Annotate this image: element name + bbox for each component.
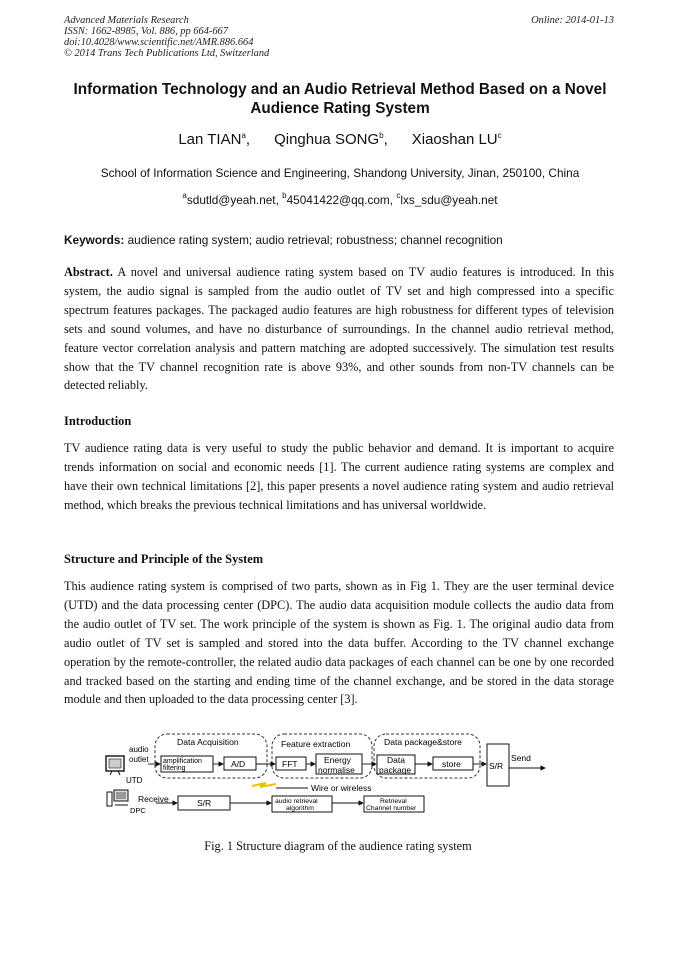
- journal-header: [64, 15, 269, 59]
- introduction-text: TV audience rating data is very useful to study the public behavior and demand. It is important to acquire trends information on social and economic needs [1]. The current audience rating systems are complex and have their own technical limitations [2], this paper presents a novel audience rating system and audio retrieval method, which breaks the previous technical limitations and has universal worldwide.: [64, 441, 614, 512]
- section-heading-structure: Structure and Principle of the System: [64, 552, 264, 566]
- computer-icon: [107, 790, 128, 806]
- paper-title: Information Technology and an Audio Retrieval Method Based on a Novel Audience Rating System: [73, 81, 607, 117]
- block-energy-text-1: Energy: [324, 755, 351, 765]
- label-dpc: DPC: [130, 806, 146, 815]
- label-receive: Receive: [138, 794, 169, 804]
- journal-copyright: © 2014 Trans Tech Publications Ltd, Switzerland: [64, 48, 270, 59]
- online-date: Online: 2014-01-13: [531, 15, 614, 26]
- block-amplification-text-1: amplification: [163, 758, 202, 765]
- group-label-acquisition: Data Acquisition: [177, 737, 239, 747]
- label-wire-wireless: Wire or wireless: [311, 783, 372, 793]
- email-address: sdutld@yeah.net: [186, 193, 276, 207]
- journal-issn: ISSN: 1662-8985, Vol. 886, pp 664-667: [64, 26, 228, 37]
- block-store-text: store: [442, 759, 461, 769]
- label-send: Send: [511, 753, 531, 763]
- tv-icon: [106, 756, 124, 775]
- abstract: [64, 263, 614, 395]
- author-list: Lan TIAN$^a$, Qinghua SONG$^b$, Xiaoshan $LU^c$: [178, 131, 502, 148]
- keywords-text: audience rating system; audio retrieval; robustness; channel recognition: [127, 233, 503, 247]
- section-heading-introduction: Introduction: [64, 414, 132, 428]
- label-utd: UTD: [126, 776, 143, 785]
- journal-doi: doi:10.4028/www.scientific.net/AMR.886.664: [64, 37, 254, 48]
- block-sr-right-text: S/R: [489, 761, 504, 771]
- author-name: Lan TIAN: [178, 131, 242, 148]
- abstract-text: A novel and universal audience rating system based on TV audio features is introduced. In this system, the audio signal is sampled from the audio outlet of TV set and high compressed into a specific spectrum features packages. The packaged audio features are high robustness for different types of television sets and sound volumes, and have no disturbance of surroundings. In the channel audio retrieval method, feature vector correlation analysis and pattern matching are adopted successively. The simulation test results show that the TV channel recognition rate is above 93%, and other sounds from non-TV channels can be detected reliably.: [64, 265, 614, 393]
- email-sup: a: [182, 191, 187, 200]
- label-audio: audio: [129, 745, 149, 754]
- author-sup: b: [379, 131, 384, 140]
- block-data-package-text-1: Data: [387, 755, 405, 765]
- figure-caption: Fig. 1 Structure diagram of the audience rating system: [204, 839, 472, 853]
- block-data-package-text-2: package: [379, 765, 412, 775]
- wireless-bolt-icon: [252, 783, 276, 787]
- affiliation: School of Information Science and Engineering, Shandong University, Jinan, 250100, China: [100, 166, 580, 180]
- email-address: lxs_sdu@yeah.net: [400, 193, 498, 207]
- email-list: $^a$sdutld@yeah.net, $^b$45041422@qq.com, $^c$lxs_sdu@yeah.net: [182, 191, 498, 207]
- author-name: Qinghua SONG: [274, 131, 380, 148]
- block-channel-number-text-2: Channel number: [366, 805, 417, 812]
- block-fft-text: FFT: [282, 759, 298, 769]
- email-sup: b: [282, 191, 287, 200]
- author-sup: a: [241, 131, 246, 140]
- block-ad-text: A/D: [231, 759, 246, 769]
- group-label-package: Data package&store: [384, 737, 462, 747]
- group-label-extraction: Feature extraction: [281, 739, 351, 749]
- author-name: Xiaoshan LU: [411, 131, 498, 148]
- block-amplification-text-2: filtering: [163, 765, 186, 772]
- structure-diagram: [100, 730, 560, 830]
- block-retrieval-algorithm-text-1: audio retrieval: [275, 798, 318, 805]
- email-address: 45041422@qq.com: [286, 193, 390, 207]
- structure-text: This audience rating system is comprised of two parts, shown as in Fig 1. They are the user terminal device (UTD) and the data processing center (DPC). The audio data acquisition module collects the audio data from the audio outlet of TV set. The work principle of the system is shown as Fig. 1. The original audio data from audio outlet of TV set is sampled and stored into the data buffer. According to the TV channel exchange operation by the remote-controller, the related audio data packages of each channel can be one by one recorded and tracked based on the starting and ending time of the channel exchange, and be stored in the data storage module and then uploaded to the data processing center [3].: [64, 579, 614, 707]
- block-channel-number-text-1: Retrieval: [380, 798, 407, 805]
- email-sup: c: [396, 191, 401, 200]
- abstract-label: Abstract.: [64, 265, 113, 279]
- author-sup: c: [497, 131, 502, 140]
- keywords-label: Keywords:: [64, 233, 125, 247]
- block-retrieval-algorithm-text-2: algorithm: [286, 805, 314, 812]
- keywords: [64, 233, 624, 247]
- label-outlet: outlet: [129, 755, 149, 764]
- block-energy-text-2: normalise: [318, 765, 355, 775]
- block-sr-bottom-text: S/R: [197, 798, 212, 808]
- journal-name: Advanced Materials Research: [64, 15, 189, 26]
